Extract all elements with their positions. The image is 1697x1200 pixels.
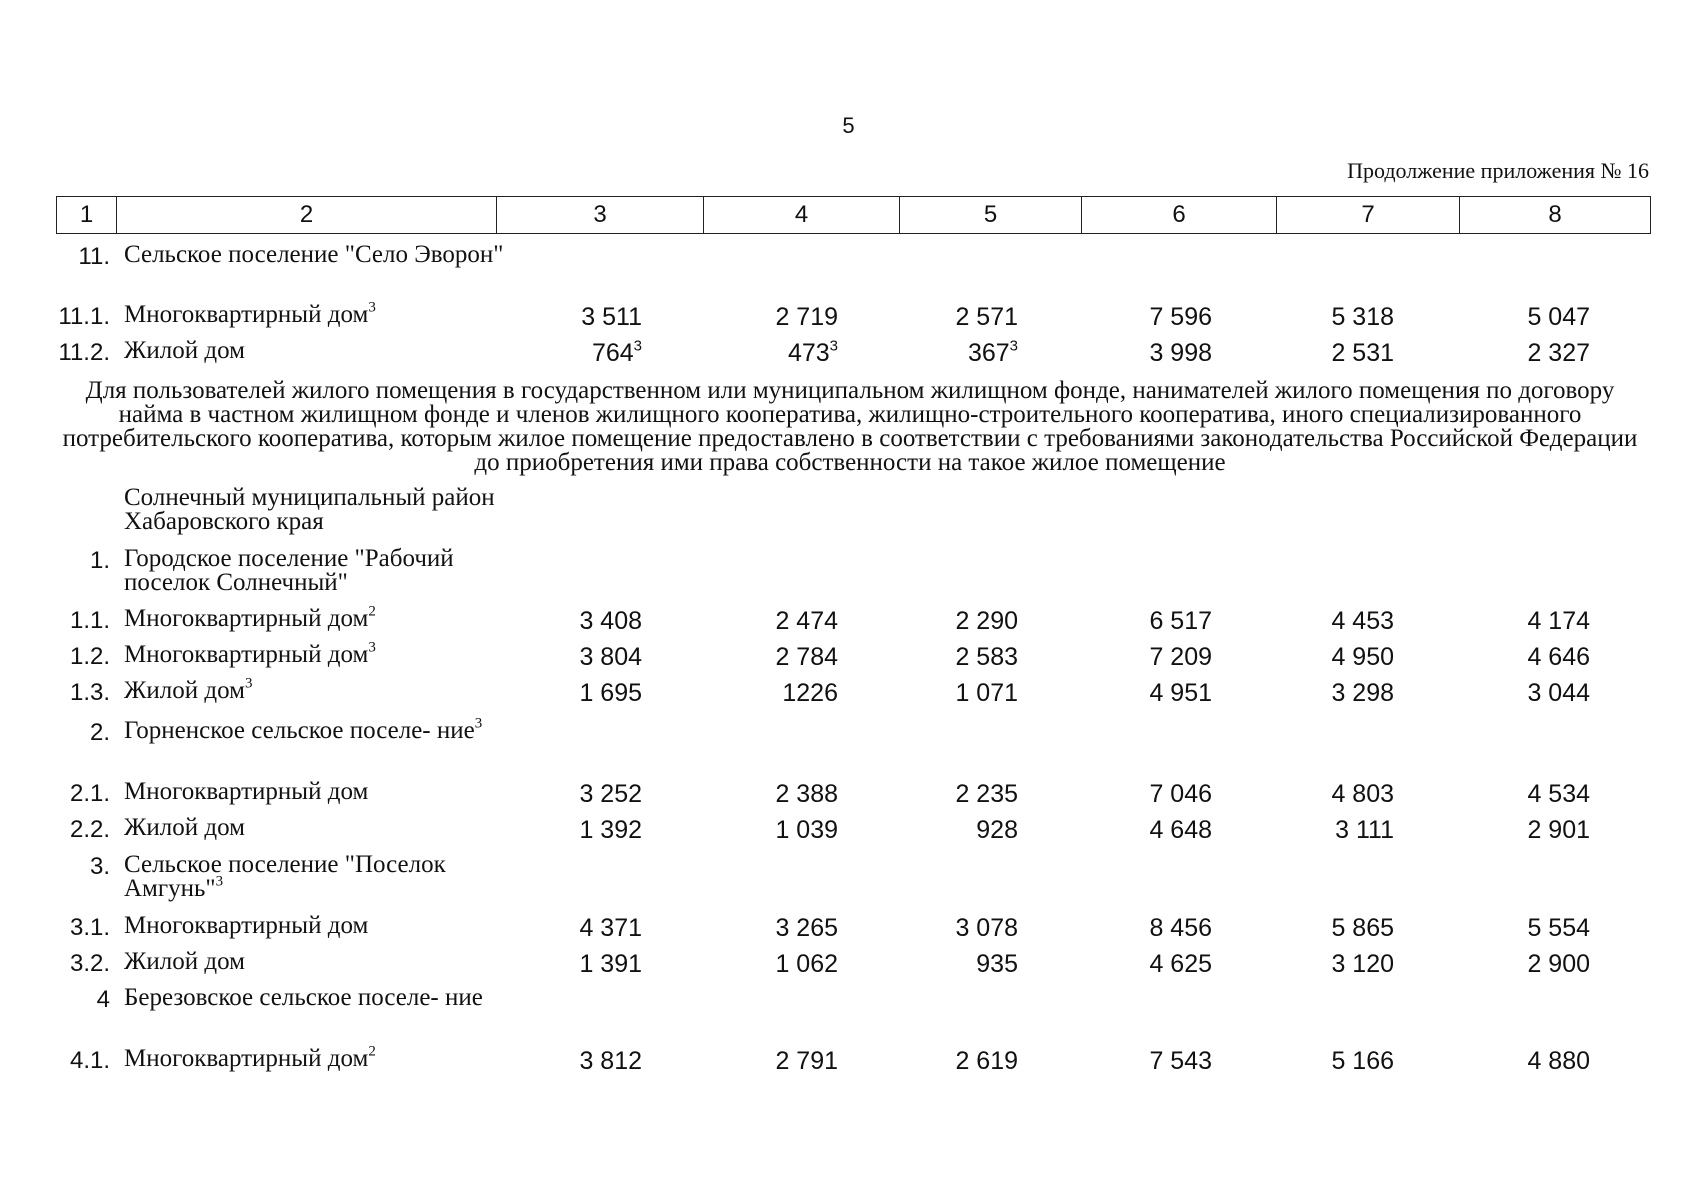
row-number: 11.2. [58,339,110,366]
value-cell: 7 543 [1149,1047,1212,1075]
row-number: 1.3. [69,679,110,706]
value-cell: 1 392 [579,816,642,844]
footnote-mark: 3 [1009,337,1018,355]
column-header-cell: 2 [117,197,497,234]
value-cell: 3 044 [1527,679,1590,707]
row-number: 11. [78,243,110,270]
value-cell: 2 571 [955,303,1018,331]
value-cell: 4 951 [1149,679,1212,707]
value-cell: 935 [976,950,1018,978]
value-cell: 3 120 [1331,950,1394,978]
row-number: 4 [96,986,110,1013]
value-cell: 2 235 [955,780,1018,808]
footnote-mark: 3 [633,337,642,355]
row-name: Сельское поселение "Село Эворон" [124,241,504,268]
row-name: Солнечный муниципальный район Хабаровского края [124,484,495,535]
value-cell: 4 625 [1149,950,1212,978]
value-cell: 3 812 [579,1047,642,1075]
value-cell: 3 804 [579,643,642,671]
value-cell: 4 648 [1149,816,1212,844]
notice-paragraph: Для пользователей жилого помещения в государственном или муниципальном жилищном фонде, нанимателей жилого помещения по договору найма в частном жилищном фонде и членов жилищного кооператива, жилищно-строительного кооператива, иного специализированного потребительского кооператива, которым жилое помещение предоставлено в соответствии с требованиями законодательства Российской Федерации до приобретения ими права собственности на такое жилое помещение [62,377,1638,476]
row-number: 2.1. [69,780,110,807]
footnote-mark: 3 [244,675,253,692]
value-cell: 3 252 [579,780,642,808]
row-number: 1.1. [69,607,110,634]
value-cell: 2 900 [1527,950,1590,978]
row-name: Березовское сельское поселе- ние [124,984,483,1011]
row-name: Горненское сельское поселе- ние$^3$ [124,715,483,744]
value-cell: 1226 [782,679,838,707]
value-cell: 1 071 [955,679,1018,707]
value-cell: 7 596 [1149,303,1212,331]
value-cell: 4 950 [1331,643,1394,671]
row-number: 4.1. [69,1047,110,1074]
value-cell: 4 453 [1331,607,1394,635]
value-cell: 3 408 [579,607,642,635]
row-name: Сельское поселение "Поселок Амгунь"$^3$ [124,851,446,902]
value-cell: 2 388 [775,780,838,808]
value-cell: 6 517 [1149,607,1212,635]
footnote-mark: 3 [474,715,483,732]
row-number: 1. [89,547,110,574]
value-cell: 4 880 [1527,1047,1590,1075]
value-cell: 928 [976,816,1018,844]
value-cell: 4 646 [1527,643,1590,671]
value-cell: 4 371 [579,914,642,942]
continuation-label: Продолжение приложения № 16 [1347,158,1649,183]
column-header-cell: 4 [704,197,900,234]
row-name: Многоквартирный дом [124,778,369,805]
footnote-mark: 2 [368,603,376,620]
value-cell: 3 511 [581,303,642,331]
value-cell: 3 111 [1335,816,1394,844]
value-cell: 5 166 [1331,1047,1394,1075]
row-name: Жилой дом$^3$ [124,675,253,704]
footnote-mark: 2 [368,1043,376,1060]
value-cell: 2 327 [1527,339,1590,367]
value-cell: 2 583 [955,643,1018,671]
value-cell: 2 531 [1331,339,1394,367]
row-name: Жилой дом [124,814,245,841]
value-cell: 5 318 [1331,303,1394,331]
row-number: 1.2. [69,643,110,670]
row-name: Многоквартирный дом [124,912,369,939]
page-number: 5 [842,113,855,138]
row-number: 11.1. [58,303,110,330]
value-cell: $367^3$ [967,337,1018,367]
value-cell: 3 078 [955,914,1018,942]
value-cell: 1 039 [775,816,838,844]
column-header-row [57,197,1651,234]
footnote-mark: 3 [829,337,838,355]
value-cell: 5 047 [1527,303,1590,331]
column-header-cell: 7 [1277,197,1460,234]
row-name: Многоквартирный дом$^2$ [124,603,376,632]
value-cell: 1 391 [579,950,642,978]
row-number: 3. [89,853,110,880]
row-name: Жилой дом [124,337,245,364]
value-cell: 2 474 [775,607,838,635]
value-cell: 8 456 [1149,914,1212,942]
value-cell: 3 298 [1331,679,1394,707]
value-cell: 2 901 [1527,816,1590,844]
row-name: Многоквартирный дом$^3$ [124,299,376,328]
value-cell: 4 803 [1331,780,1394,808]
value-cell: 2 290 [955,607,1018,635]
row-name: Городское поселение "Рабочий поселок Солнечный" [124,545,454,596]
value-cell: 3 998 [1149,339,1212,367]
row-number: 2.2. [69,816,110,843]
value-cell: 4 174 [1527,607,1590,635]
value-cell: 2 784 [775,643,838,671]
value-cell: 4 534 [1527,780,1590,808]
value-cell: 2 719 [775,303,838,331]
value-cell: 5 554 [1527,914,1590,942]
row-name: Многоквартирный дом$^3$ [124,639,376,668]
value-cell: 3 265 [775,914,838,942]
row-name: Жилой дом [124,948,245,975]
column-header-table [56,196,1651,234]
row-number: 2. [89,719,110,746]
value-cell: 5 865 [1331,914,1394,942]
value-cell: 2 619 [955,1047,1018,1075]
value-cell: 1 695 [579,679,642,707]
column-header-cell: 5 [900,197,1082,234]
value-cell: 7 209 [1149,643,1212,671]
footnote-mark: 3 [368,639,376,656]
value-cell: 2 791 [775,1047,838,1075]
value-cell: 7 046 [1149,780,1212,808]
footnote-mark: 3 [368,299,376,316]
column-header-cell: 8 [1460,197,1651,234]
row-number: 3.2. [69,950,110,977]
value-cell: $473^3$ [787,337,838,367]
column-header-cell: 6 [1082,197,1277,234]
value-cell: 1 062 [775,950,838,978]
footnote-mark: 3 [215,873,224,890]
column-header-cell: 1 [57,197,117,234]
value-cell: $764^3$ [591,337,642,367]
row-number: 3.1. [69,914,110,941]
column-header-cell: 3 [497,197,704,234]
row-name: Многоквартирный дом$^2$ [124,1043,376,1072]
